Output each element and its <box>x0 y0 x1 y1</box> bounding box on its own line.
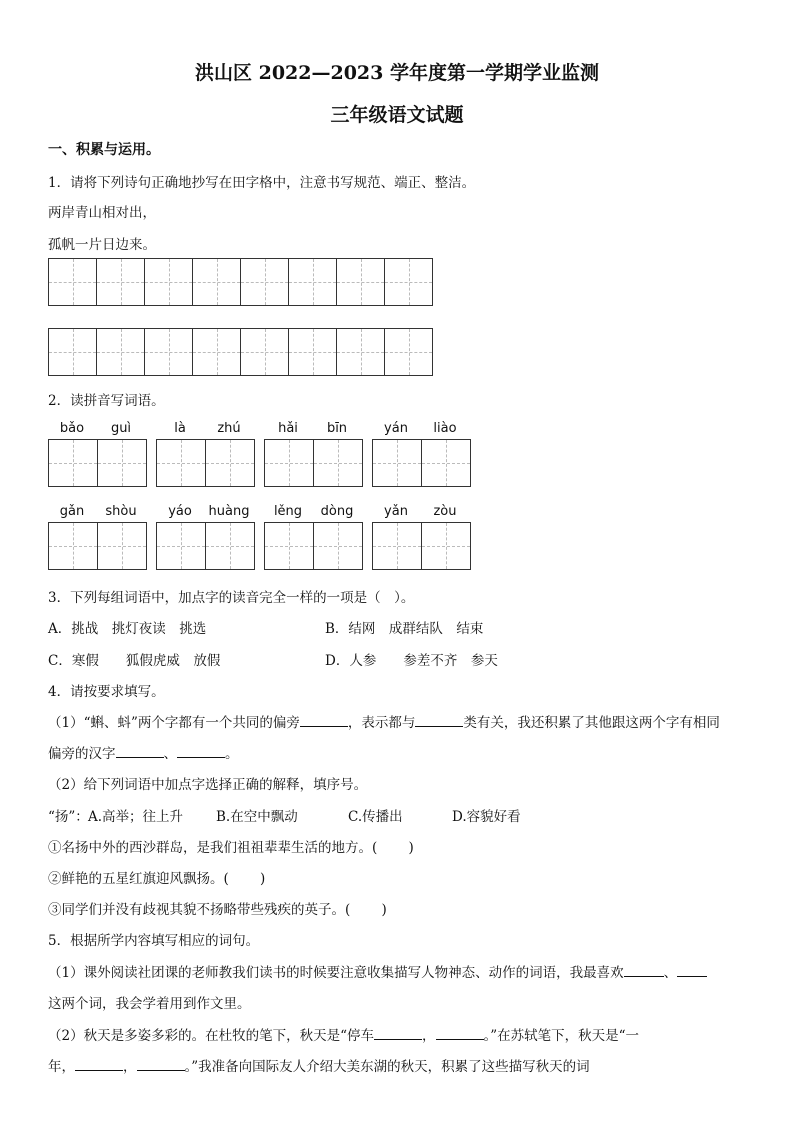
pinyin-label: yǎn <box>384 504 408 519</box>
q1-poem-line-1: 两岸青山相对出， <box>48 205 156 221</box>
word-box[interactable] <box>372 522 471 570</box>
q1-tianzige-row-2[interactable] <box>48 328 433 376</box>
q5-part2-text: 年， <box>48 1059 75 1075</box>
q1-poem-line-2: 孤帆一片日边来。 <box>48 237 156 253</box>
yang-choice-c: C.传播出 <box>348 809 403 825</box>
word-box[interactable] <box>372 439 471 487</box>
q4-part1-text: 。 <box>225 746 239 762</box>
answer-blank[interactable] <box>677 962 707 977</box>
page-subtitle: 三年级语文试题 <box>330 104 464 126</box>
q4-part1-text: 偏旁的汉字 <box>48 746 116 762</box>
answer-blank[interactable] <box>436 1025 484 1040</box>
q5-part2-line1 <box>48 1024 639 1044</box>
q4-item-2: ②鲜艳的五星红旗迎风飘扬。( ) <box>48 871 266 887</box>
q1-tianzige-row-1[interactable] <box>48 258 433 306</box>
q2-prompt: 2．读拼音写词语。 <box>48 393 165 409</box>
pinyin-label: guì <box>110 421 132 436</box>
q5-part1-text: （1）课外阅读社团课的老师教我们读书的时候要注意收集描写人物神态、动作的词语，我最喜欢 <box>48 965 624 981</box>
pinyin-label: liào <box>433 421 457 436</box>
q4-part1-text: ，表示都与 <box>347 715 416 731</box>
pinyin-label: gǎn <box>59 504 85 519</box>
pinyin-label: zòu <box>433 504 457 519</box>
q3-option-c[interactable]: C．寒假 狐假虎威 放假 <box>48 653 221 669</box>
answer-blank[interactable] <box>415 712 463 727</box>
answer-blank[interactable] <box>75 1056 123 1071</box>
section-heading: 一、积累与运用。 <box>48 142 160 158</box>
q3-prompt: 3．下列每组词语中，加点字的读音完全一样的一项是（ ）。 <box>48 590 415 606</box>
q4-part1-text: 类有关，我还积累了其他跟这两个字有相同 <box>463 715 720 731</box>
pinyin-label: zhú <box>217 421 241 436</box>
q5-part1-text: 、 <box>663 965 678 981</box>
yang-choice-d: D.容貌好看 <box>452 809 521 825</box>
q3-option-d[interactable]: D．人参 参差不齐 参天 <box>325 653 498 669</box>
word-box[interactable] <box>264 522 363 570</box>
q5-part2-line2 <box>48 1055 590 1075</box>
answer-blank[interactable] <box>374 1025 422 1040</box>
yang-choice-a: A.高举；往上升 <box>88 809 184 825</box>
pinyin-label: huàng <box>208 504 250 519</box>
answer-blank[interactable] <box>137 1056 185 1071</box>
answer-blank[interactable] <box>624 962 664 977</box>
yang-choice-b: B.在空中飘动 <box>216 809 298 825</box>
q4-prompt: 4．请按要求填写。 <box>48 684 165 700</box>
pinyin-label: yáo <box>168 504 192 519</box>
answer-blank[interactable] <box>177 743 225 758</box>
q3-option-a[interactable]: A．挑战 挑灯夜读 挑选 <box>48 621 207 637</box>
answer-blank[interactable] <box>116 743 164 758</box>
q5-part1-line1 <box>48 961 707 981</box>
q4-item-1: ①名扬中外的西沙群岛，是我们祖祖辈辈生活的地方。( ) <box>48 840 414 856</box>
q5-part2-text: ， <box>123 1059 137 1075</box>
q4-part2-prompt: （2）给下列词语中加点字选择正确的解释，填序号。 <box>48 777 368 793</box>
yang-label: “扬”： <box>48 809 89 825</box>
word-box[interactable] <box>264 439 363 487</box>
q5-part2-text: 。”在苏轼笔下，秋天是“一 <box>483 1028 640 1044</box>
q4-part1-text: 、 <box>163 746 177 762</box>
word-box[interactable] <box>48 439 147 487</box>
q5-prompt: 5．根据所学内容填写相应的词句。 <box>48 933 260 949</box>
q3-option-b[interactable]: B．结网 成群结队 结束 <box>325 621 484 637</box>
q4-part1-line1 <box>48 711 720 731</box>
word-box[interactable] <box>156 439 255 487</box>
q1-prompt: 1．请将下列诗句正确地抄写在田字格中，注意书写规范、端正、整洁。 <box>48 175 476 191</box>
pinyin-label: hǎi <box>278 421 298 436</box>
pinyin-label: bīn <box>326 421 348 436</box>
pinyin-label: là <box>174 421 186 436</box>
q4-part1-text: （1）“蝌、蚪”两个字都有一个共同的偏旁 <box>48 715 300 731</box>
q5-part2-text: （2）秋天是多姿多彩的。在杜牧的笔下，秋天是“停车 <box>48 1028 374 1044</box>
word-box[interactable] <box>156 522 255 570</box>
pinyin-label: dòng <box>320 504 354 519</box>
word-box[interactable] <box>48 522 147 570</box>
page-title: 洪山区 2022—2023 学年度第一学期学业监测 <box>195 62 599 84</box>
q4-item-3: ③同学们并没有歧视其貌不扬略带些残疾的英子。( ) <box>48 902 387 918</box>
pinyin-label: yán <box>384 421 408 436</box>
q5-part1-line2: 这两个词，我会学着用到作文里。 <box>48 996 251 1012</box>
pinyin-label: lěng <box>273 504 303 519</box>
pinyin-label: shòu <box>105 504 137 519</box>
q5-part2-text: 。”我准备向国际友人介绍大美东湖的秋天，积累了这些描写秋天的词 <box>184 1059 590 1075</box>
q5-part2-text: ， <box>422 1028 436 1044</box>
pinyin-label: bǎo <box>59 421 85 436</box>
q4-part1-line2 <box>48 742 239 762</box>
answer-blank[interactable] <box>300 712 348 727</box>
